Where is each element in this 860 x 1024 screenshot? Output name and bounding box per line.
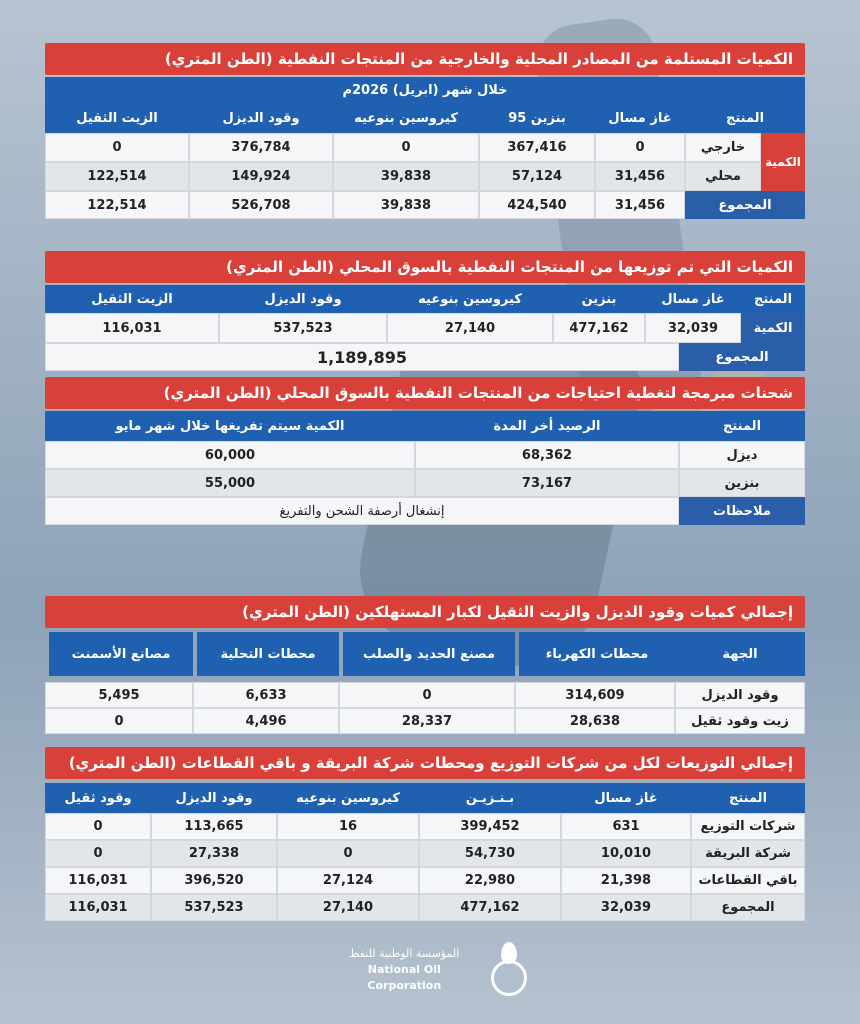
total-cell: 116,031 [45, 894, 151, 921]
total-cell: 31,456 [595, 191, 685, 219]
table-cell: 27,338 [151, 840, 277, 867]
table-cell: 149,924 [189, 162, 333, 191]
table-cell: 116,031 [45, 313, 219, 343]
table-cell: 31,456 [595, 162, 685, 191]
header-kerosene: كيروسين بنوعيه [277, 783, 419, 813]
notes-value: إنشغال أرصفة الشحن والتفريغ [45, 497, 679, 525]
row-label-heavy-fuel: زيت وقود ثقيل [675, 708, 805, 734]
row-label-other-sectors: باقي القطاعات [691, 867, 805, 894]
total-cell: 424,540 [479, 191, 595, 219]
row-label-diesel: ديزل [679, 441, 805, 469]
header-cement-plants: مصانع الأسمنت [49, 632, 193, 676]
header-lpg: غاز مسال [595, 103, 685, 133]
org-name-en: National Oil Corporation [367, 963, 442, 992]
header-desalination: محطات التحلية [197, 632, 339, 676]
major-consumers-section [45, 596, 805, 734]
organization-name [330, 946, 479, 994]
table-cell: 28,638 [515, 708, 675, 734]
section-title: الكميات التي تم توزيعها من المنتجات النفطية بالسوق المحلي (الطن المتري) [45, 251, 805, 283]
received-quantities-section [45, 43, 805, 219]
table-cell: 60,000 [45, 441, 415, 469]
table-cell: 367,416 [479, 133, 595, 162]
header-product: المنتج [691, 783, 805, 813]
header-gasoline: بنزين [553, 285, 645, 313]
header-lpg: غاز مسال [561, 783, 691, 813]
table-cell: 314,609 [515, 682, 675, 708]
qty-label: الكمية [761, 133, 805, 191]
header-diesel: وقود الديزل [151, 783, 277, 813]
section-title: إجمالي كميات وقود الديزل والزيت الثقيل لكبار المستهلكين (الطن المتري) [45, 596, 805, 628]
total-cell: 477,162 [419, 894, 561, 921]
table-cell: 631 [561, 813, 691, 840]
header-entity: الجهة [675, 632, 805, 676]
table-cell: 68,362 [415, 441, 679, 469]
total-cell: 537,523 [151, 894, 277, 921]
distributed-quantities-section [45, 251, 805, 371]
row-label-total: المجموع [691, 894, 805, 921]
header-end-balance: الرصيد أخر المدة [415, 411, 679, 441]
table-cell: 4,496 [193, 708, 339, 734]
total-cell: 32,039 [561, 894, 691, 921]
table-cell: 477,162 [553, 313, 645, 343]
header-power-stations: محطات الكهرباء [519, 632, 675, 676]
scheduled-shipments-section [45, 377, 805, 525]
header-diesel: وقود الديزل [219, 285, 387, 313]
total-distributions-section [45, 747, 805, 921]
table-cell: 5,495 [45, 682, 193, 708]
notes-label: ملاحظات [679, 497, 805, 525]
header-lpg: غاز مسال [645, 285, 741, 313]
table-cell: 376,784 [189, 133, 333, 162]
table-cell: 0 [333, 133, 479, 162]
header-diesel: وقود الديزل [189, 103, 333, 133]
header-heavy-fuel: وقود ثقيل [45, 783, 151, 813]
table-cell: 6,633 [193, 682, 339, 708]
table-cell: 0 [45, 133, 189, 162]
header-product: المنتج [679, 411, 805, 441]
table-cell: 396,520 [151, 867, 277, 894]
org-name-ar: المؤسسة الوطنية للنفط [349, 947, 460, 960]
header-steel-plant: مصنع الحديد والصلب [343, 632, 515, 676]
table-cell: 113,665 [151, 813, 277, 840]
table-cell: 21,398 [561, 867, 691, 894]
table-cell: 0 [45, 813, 151, 840]
table-cell: 39,838 [333, 162, 479, 191]
header-kerosene: كيروسين بنوعيه [387, 285, 553, 313]
table-cell: 32,039 [645, 313, 741, 343]
table-cell: 0 [595, 133, 685, 162]
header-product: المنتج [685, 103, 805, 133]
table-cell: 0 [45, 840, 151, 867]
header-gasoline95: بنزين 95 [479, 103, 595, 133]
noc-logo-icon [487, 942, 530, 998]
row-label-brega: شركة البريقة [691, 840, 805, 867]
table-cell: 57,124 [479, 162, 595, 191]
row-label-qty: الكمية [741, 313, 805, 343]
total-cell: 526,708 [189, 191, 333, 219]
header-heavy-oil: الزيت الثقيل [45, 103, 189, 133]
grand-total: 1,189,895 [45, 343, 679, 371]
table-cell: 22,980 [419, 867, 561, 894]
table-cell: 28,337 [339, 708, 515, 734]
footer [330, 940, 530, 1000]
header-may-discharge: الكمية سيتم تفريغها خلال شهر مايو [45, 411, 415, 441]
table-cell: 122,514 [45, 162, 189, 191]
table-cell: 16 [277, 813, 419, 840]
total-cell: 122,514 [45, 191, 189, 219]
row-label-local: محلي [685, 162, 761, 191]
table-cell: 537,523 [219, 313, 387, 343]
section-title: إجمالي التوزيعات لكل من شركات التوزيع ومحطات شركة البريقة و باقي القطاعات (الطن المتري) [45, 747, 805, 779]
total-label: المجموع [685, 191, 805, 219]
table-cell: 399,452 [419, 813, 561, 840]
row-label-distribution-companies: شركات التوزيع [691, 813, 805, 840]
table-cell: 73,167 [415, 469, 679, 497]
header-kerosene: كيروسين بنوعيه [333, 103, 479, 133]
period-label: خلال شهر (ابريل) 2026م [45, 77, 805, 103]
table-cell: 116,031 [45, 867, 151, 894]
header-gasoline: بـنـزيـن [419, 783, 561, 813]
row-label-diesel: وقود الديزل [675, 682, 805, 708]
table-cell: 27,140 [387, 313, 553, 343]
section-title: الكميات المستلمة من المصادر المحلية والخارجية من المنتجات النفطية (الطن المتري) [45, 43, 805, 75]
table-cell: 0 [339, 682, 515, 708]
table-cell: 0 [45, 708, 193, 734]
table-cell: 27,124 [277, 867, 419, 894]
table-cell: 55,000 [45, 469, 415, 497]
total-label: المجموع [679, 343, 805, 371]
section-title: شحنات مبرمجة لتغطية احتياجات من المنتجات النفطية بالسوق المحلي (الطن المتري) [45, 377, 805, 409]
total-cell: 27,140 [277, 894, 419, 921]
header-product: المنتج [741, 285, 805, 313]
table-cell: 10,010 [561, 840, 691, 867]
total-cell: 39,838 [333, 191, 479, 219]
row-label-foreign: خارجي [685, 133, 761, 162]
table-cell: 0 [277, 840, 419, 867]
row-label-gasoline: بنزين [679, 469, 805, 497]
header-heavy-oil: الزيت الثقيل [45, 285, 219, 313]
table-cell: 54,730 [419, 840, 561, 867]
